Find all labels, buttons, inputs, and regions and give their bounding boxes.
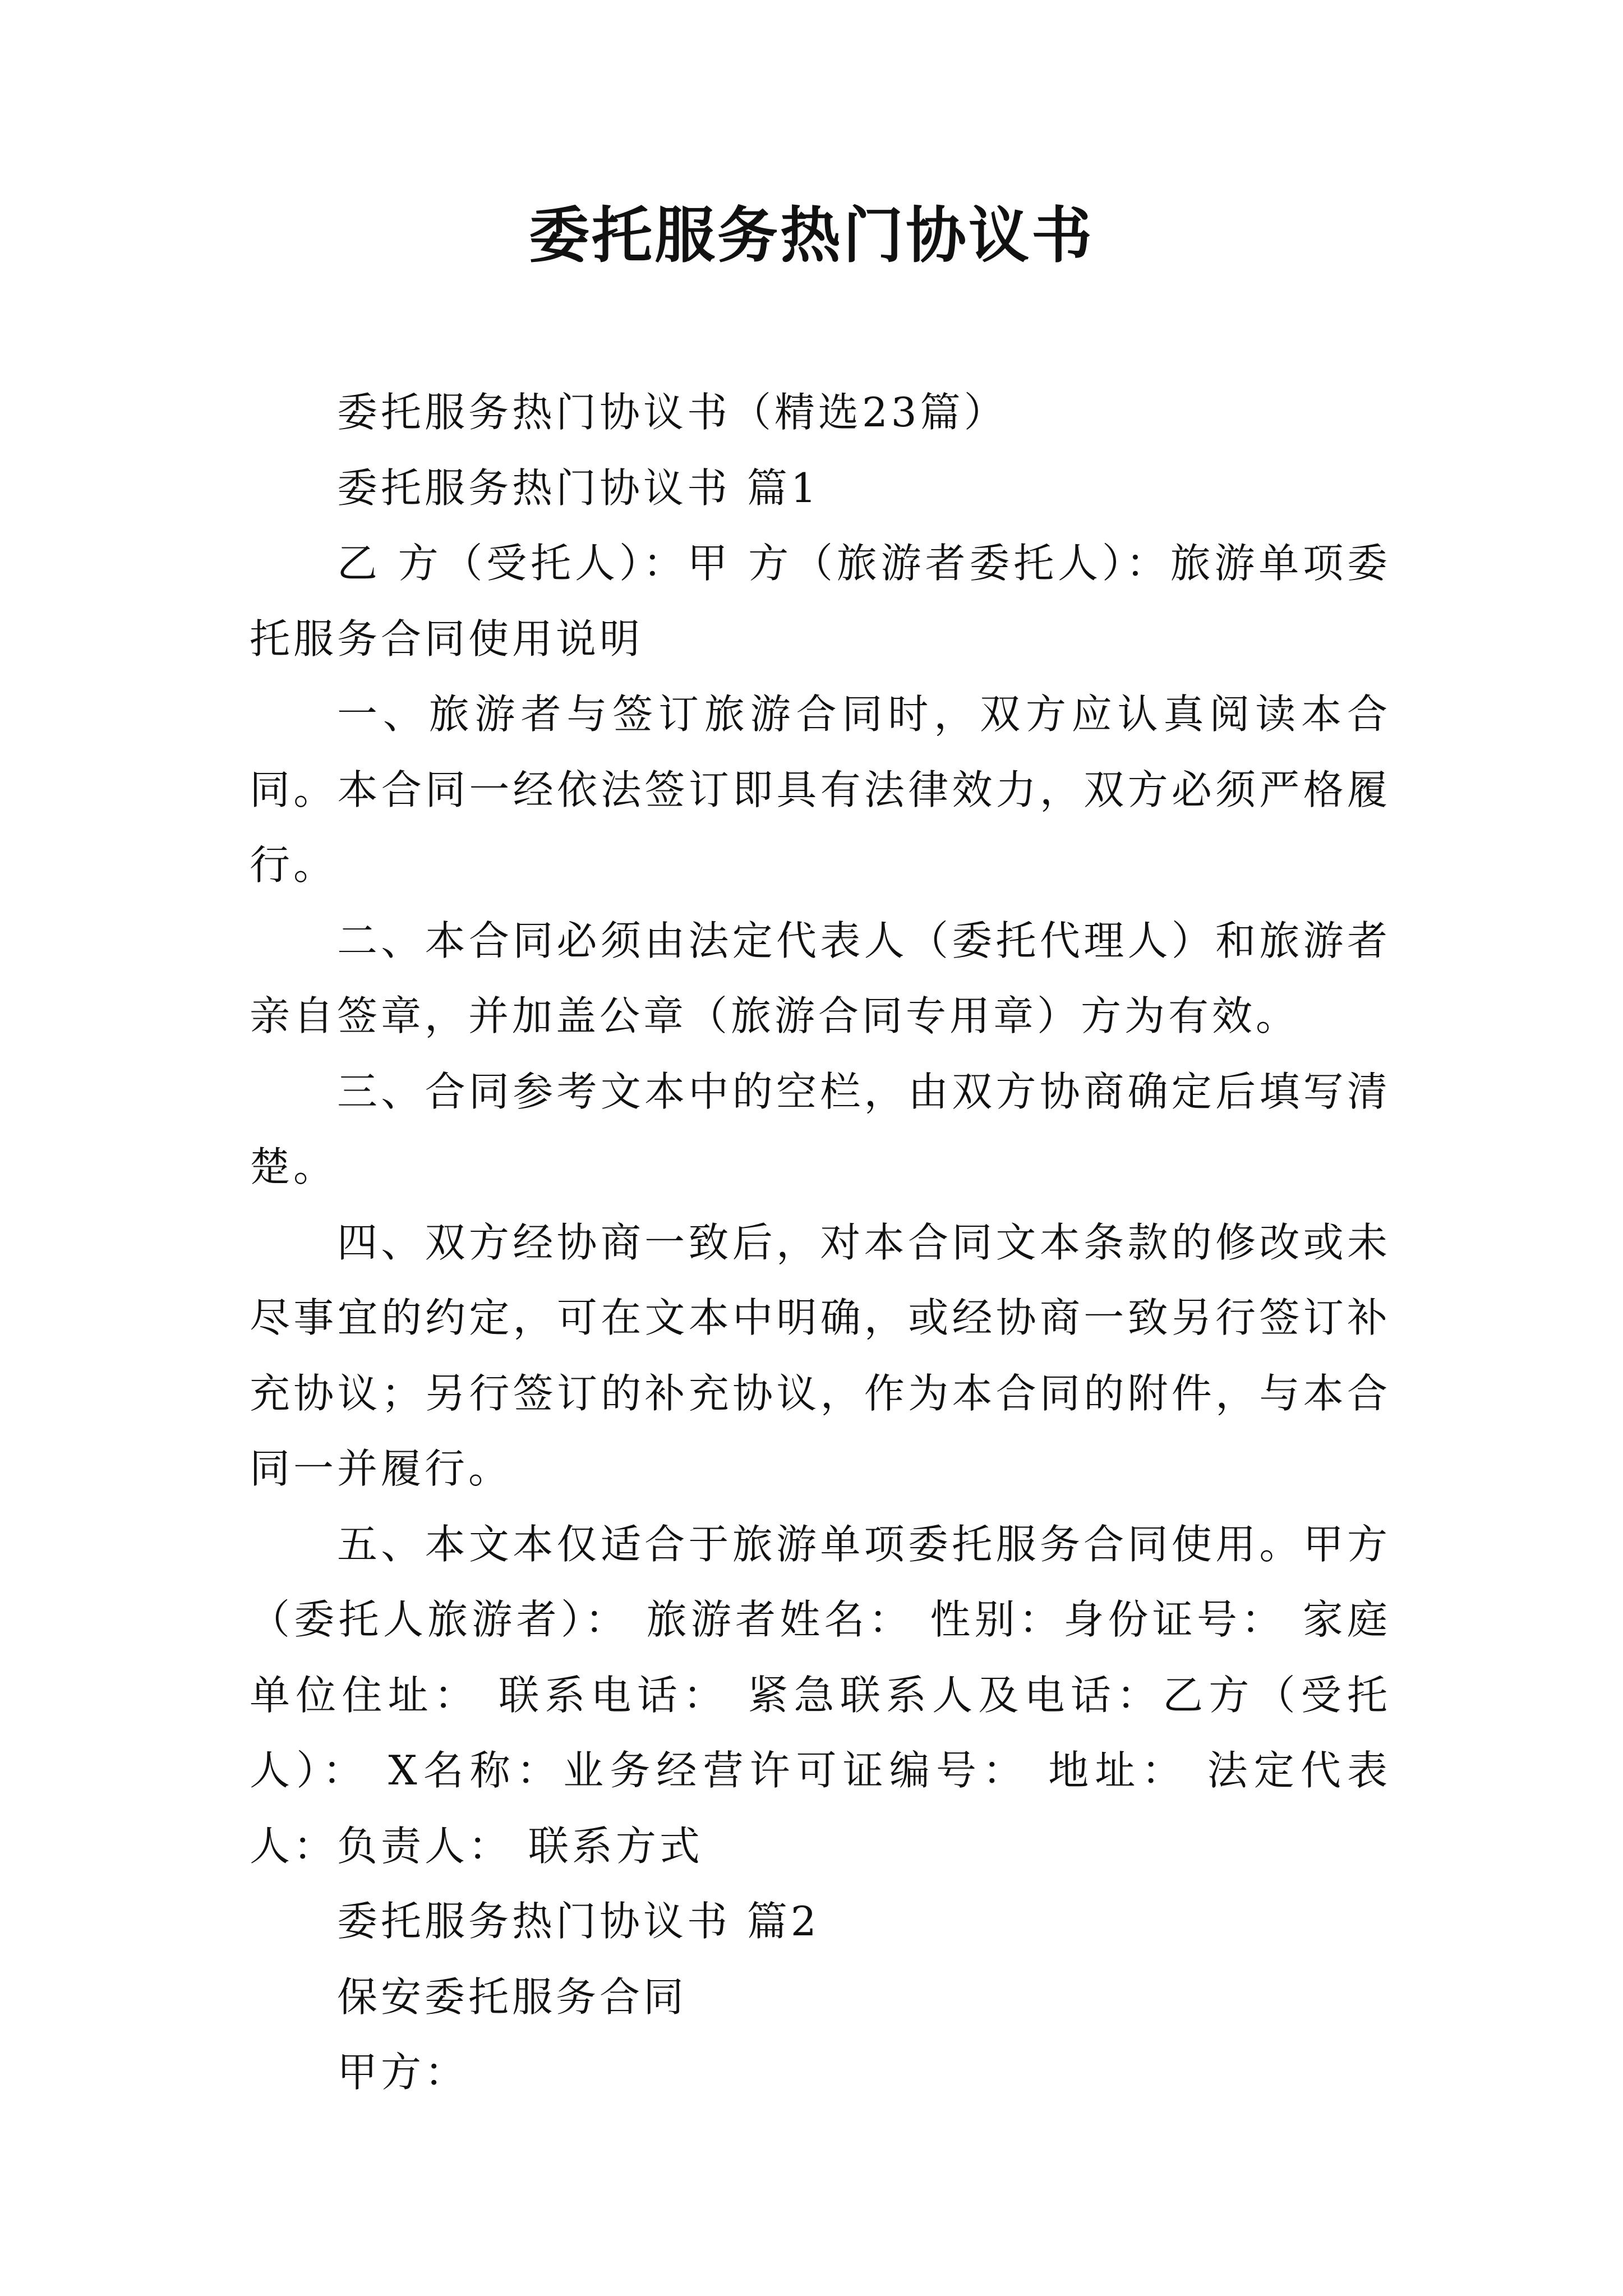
paragraph-contract-name: 保安委托服务合同	[337, 1973, 688, 2021]
document-title: 委托服务热门协议书	[528, 200, 1094, 271]
paragraph-collection-title: 委托服务热门协议书（精选23篇）	[337, 389, 1008, 436]
paragraph-section-1-heading: 委托服务热门协议书 篇1	[337, 464, 820, 512]
paragraph-clause-4: 四、双方经协商一致后，对本合同文本条款的修改或未尽事宜的约定，可在文本中明确，或经协商一致另行签订补充协议；另行签订的补充协议，作为本合同的附件，与本合同一并履行。	[250, 1218, 1391, 1492]
paragraph-party-a: 甲方：	[337, 2049, 469, 2096]
paragraph-clause-5: 五、本文本仅适合于旅游单项委托服务合同使用。甲方（委托人旅游者）： 旅游者姓名： 性别：身份证号： 家庭单位住址： 联系电话： 紧急联系人及电话：乙方（受托人）： X名称：业务经营许可证编号： 地址： 法定代表人：负责人： 联系方式	[250, 1520, 1391, 1870]
paragraph-clause-3: 三、合同参考文本中的空栏，由双方协商确定后填写清楚。	[250, 1068, 1391, 1190]
paragraph-parties-intro: 乙 方（受托人）：甲 方（旅游者委托人）：旅游单项委托服务合同使用说明	[250, 540, 1391, 662]
paragraph-section-2-heading: 委托服务热门协议书 篇2	[337, 1898, 820, 1945]
paragraph-clause-1: 一、旅游者与签订旅游合同时，双方应认真阅读本合同。本合同一经依法签订即具有法律效力，双方必须严格履行。	[250, 691, 1391, 889]
paragraph-clause-2: 二、本合同必须由法定代表人（委托代理人）和旅游者亲自签章，并加盖公章（旅游合同专用章）方为有效。	[250, 917, 1391, 1039]
document-body	[250, 375, 1391, 2110]
